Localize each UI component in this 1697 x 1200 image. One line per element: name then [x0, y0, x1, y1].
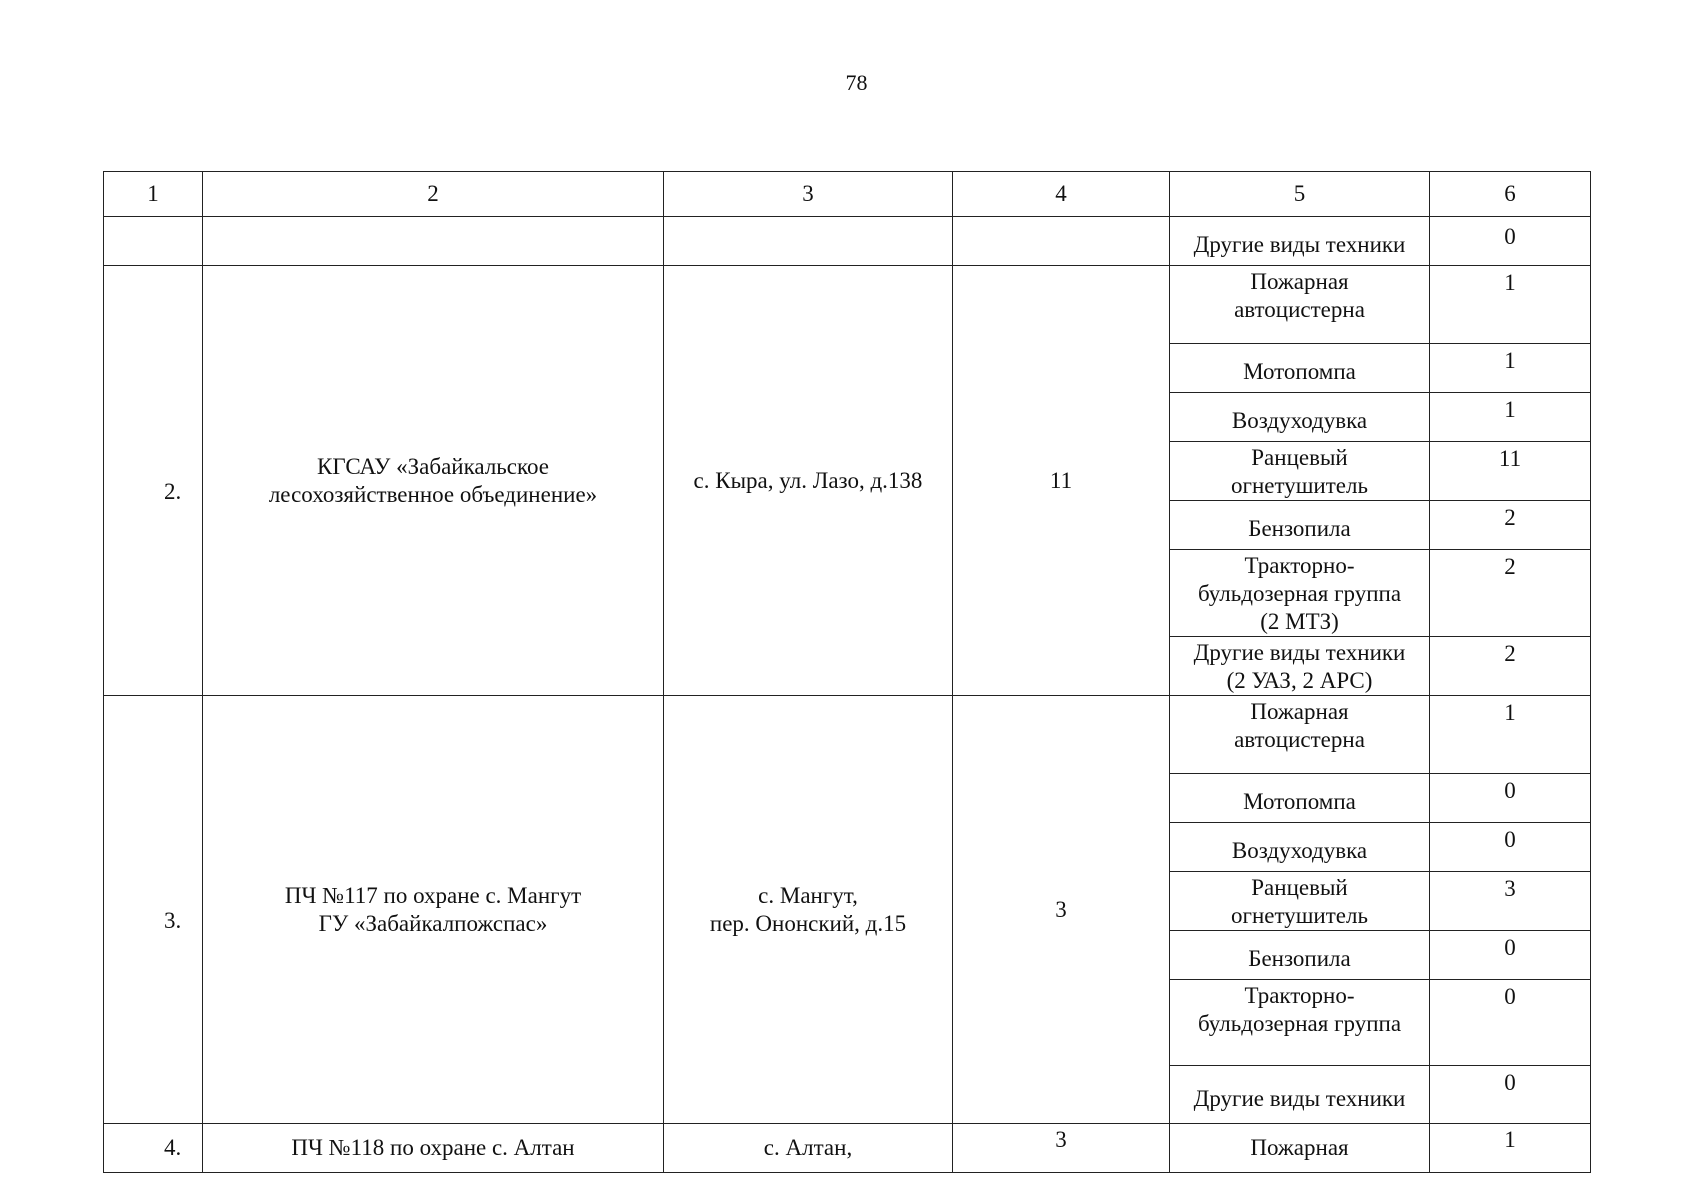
equipment-type-line: Ранцевый [1251, 875, 1348, 900]
staff-count-line: 3 [1055, 896, 1067, 922]
equipment-count [1430, 550, 1591, 637]
equipment-count-line: 1 [1504, 270, 1516, 295]
row-number [104, 266, 203, 696]
staff-count-line: 11 [1049, 467, 1073, 493]
equipment-count [1430, 393, 1591, 442]
equipment-type-line: Мотопомпа [1243, 359, 1356, 384]
equipment-type [1170, 1124, 1430, 1173]
equipment-count-line: 2 [1504, 554, 1516, 579]
equipment-type [1170, 1066, 1430, 1124]
organization-name-line: ПЧ №118 по охране с. Алтан [291, 1135, 575, 1160]
equipment-type-line: Другие виды техники [1193, 232, 1406, 257]
equipment-type [1170, 774, 1430, 823]
header-cell [203, 172, 664, 217]
address-line: с. Кыра, ул. Лазо, д.138 [693, 467, 923, 493]
equipment-count-line: 0 [1504, 984, 1516, 1009]
equipment-count [1430, 1124, 1591, 1173]
header-cell [664, 172, 953, 217]
continuation-row [104, 217, 1591, 266]
equipment-count [1430, 823, 1591, 872]
equipment-type-line: Бензопила [1248, 946, 1351, 971]
equipment-count-line: 0 [1504, 778, 1516, 803]
equipment-type [1170, 344, 1430, 393]
organization-name-line: ПЧ №117 по охране с. Мангут [284, 882, 582, 908]
equipment-type-line: Другие виды техники [1193, 640, 1406, 665]
equipment-count [1430, 980, 1591, 1066]
address [664, 696, 953, 1124]
address-line: с. Алтан, [763, 1135, 853, 1160]
equipment-type-line: (2 МТЗ) [1260, 609, 1339, 634]
equipment-count [1430, 931, 1591, 980]
equipment-count [1430, 696, 1591, 774]
equipment-count-line: 0 [1504, 935, 1516, 960]
equipment-type [1170, 823, 1430, 872]
empty-cell [203, 217, 664, 266]
row-number-line: 4. [164, 1135, 182, 1160]
organization-name-line: ГУ «Забайкалпожспас» [318, 910, 548, 936]
organization-name-line: лесохозяйственное объединение» [268, 481, 598, 507]
header-cell-line: 2 [427, 181, 439, 206]
empty-cell [104, 217, 203, 266]
row-number-line: 2. [164, 478, 182, 504]
address-line: с. Мангут, [758, 882, 858, 908]
address [664, 1124, 953, 1173]
equipment-type [1170, 931, 1430, 980]
equipment-type-line: (2 УАЗ, 2 АРС) [1226, 668, 1373, 693]
equipment-count [1430, 872, 1591, 931]
header-cell-line: 6 [1504, 181, 1516, 206]
equipment-type-line: Бензопила [1248, 516, 1351, 541]
staff-count [953, 696, 1170, 1124]
equipment-count-line: 0 [1504, 224, 1516, 249]
header-cell-line: 4 [1055, 181, 1067, 206]
equipment-type-line: автоцистерна [1234, 297, 1365, 322]
row-number [104, 696, 203, 1124]
organization-name-line: КГСАУ «Забайкальское [316, 453, 549, 479]
row-number [104, 1124, 203, 1173]
equipment-type-line: Тракторно- [1244, 553, 1355, 578]
equipment-type-line: Мотопомпа [1243, 789, 1356, 814]
equipment-count [1430, 217, 1591, 266]
equipment-table [103, 171, 1591, 1173]
equipment-type-line: Ранцевый [1251, 445, 1348, 470]
equipment-count-line: 3 [1504, 876, 1516, 901]
equipment-count-line: 1 [1504, 700, 1516, 725]
address-line: пер. Ононский, д.15 [709, 910, 907, 936]
organization-name [203, 696, 664, 1124]
equipment-count-line: 1 [1504, 397, 1516, 422]
empty-cell [664, 217, 953, 266]
equipment-type [1170, 393, 1430, 442]
equipment-type [1170, 501, 1430, 550]
staff-count-line: 3 [1055, 1127, 1067, 1152]
equipment-type-line: Пожарная [1250, 1135, 1349, 1160]
row-number-line: 3. [164, 907, 182, 933]
equipment-type [1170, 872, 1430, 931]
equipment-type [1170, 980, 1430, 1066]
equipment-type-line: Тракторно- [1244, 983, 1355, 1008]
equipment-count-line: 0 [1504, 827, 1516, 852]
equipment-type-line: Пожарная [1250, 699, 1349, 724]
equipment-count-line: 1 [1504, 1127, 1516, 1152]
equipment-count-line: 1 [1504, 348, 1516, 373]
equipment-type-line: Воздуходувка [1231, 408, 1368, 433]
equipment-type-line: бульдозерная группа [1197, 1011, 1402, 1036]
equipment-type [1170, 442, 1430, 501]
equipment-type [1170, 696, 1430, 774]
equipment-count-line: 2 [1504, 505, 1516, 530]
equipment-type-line: Пожарная [1250, 269, 1349, 294]
equipment-count [1430, 637, 1591, 696]
equipment-count-line: 11 [1498, 446, 1522, 471]
empty-cell [953, 217, 1170, 266]
equipment-count [1430, 442, 1591, 501]
equipment-count-line: 0 [1504, 1070, 1516, 1095]
equipment-count-line: 2 [1504, 641, 1516, 666]
header-cell [1170, 172, 1430, 217]
header-cell-line: 5 [1293, 181, 1306, 206]
header-cell [104, 172, 203, 217]
equipment-count [1430, 344, 1591, 393]
staff-count [953, 1124, 1170, 1173]
equipment-type [1170, 637, 1430, 696]
address [664, 266, 953, 696]
staff-count [953, 266, 1170, 696]
page-number: 78 [845, 70, 868, 95]
organization-name [203, 1124, 664, 1173]
header-row [104, 172, 1591, 217]
equipment-type [1170, 217, 1430, 266]
equipment-count [1430, 266, 1591, 344]
equipment-type-line: бульдозерная группа [1197, 581, 1402, 606]
equipment-type [1170, 266, 1430, 344]
header-cell-line: 3 [802, 181, 814, 206]
header-cell [1430, 172, 1591, 217]
equipment-count [1430, 774, 1591, 823]
equipment-type-line: автоцистерна [1234, 727, 1365, 752]
table-row [104, 1124, 1591, 1173]
equipment-type-line: Воздуходувка [1231, 838, 1368, 863]
equipment-type-line: Другие виды техники [1193, 1085, 1406, 1111]
equipment-type [1170, 550, 1430, 637]
header-cell [953, 172, 1170, 217]
table-row [104, 696, 1591, 774]
equipment-type-line: огнетушитель [1231, 903, 1368, 928]
organization-name [203, 266, 664, 696]
equipment-type-line: огнетушитель [1231, 473, 1368, 498]
table-row [104, 266, 1591, 344]
header-cell-line: 1 [147, 181, 159, 206]
equipment-count [1430, 501, 1591, 550]
equipment-count [1430, 1066, 1591, 1124]
